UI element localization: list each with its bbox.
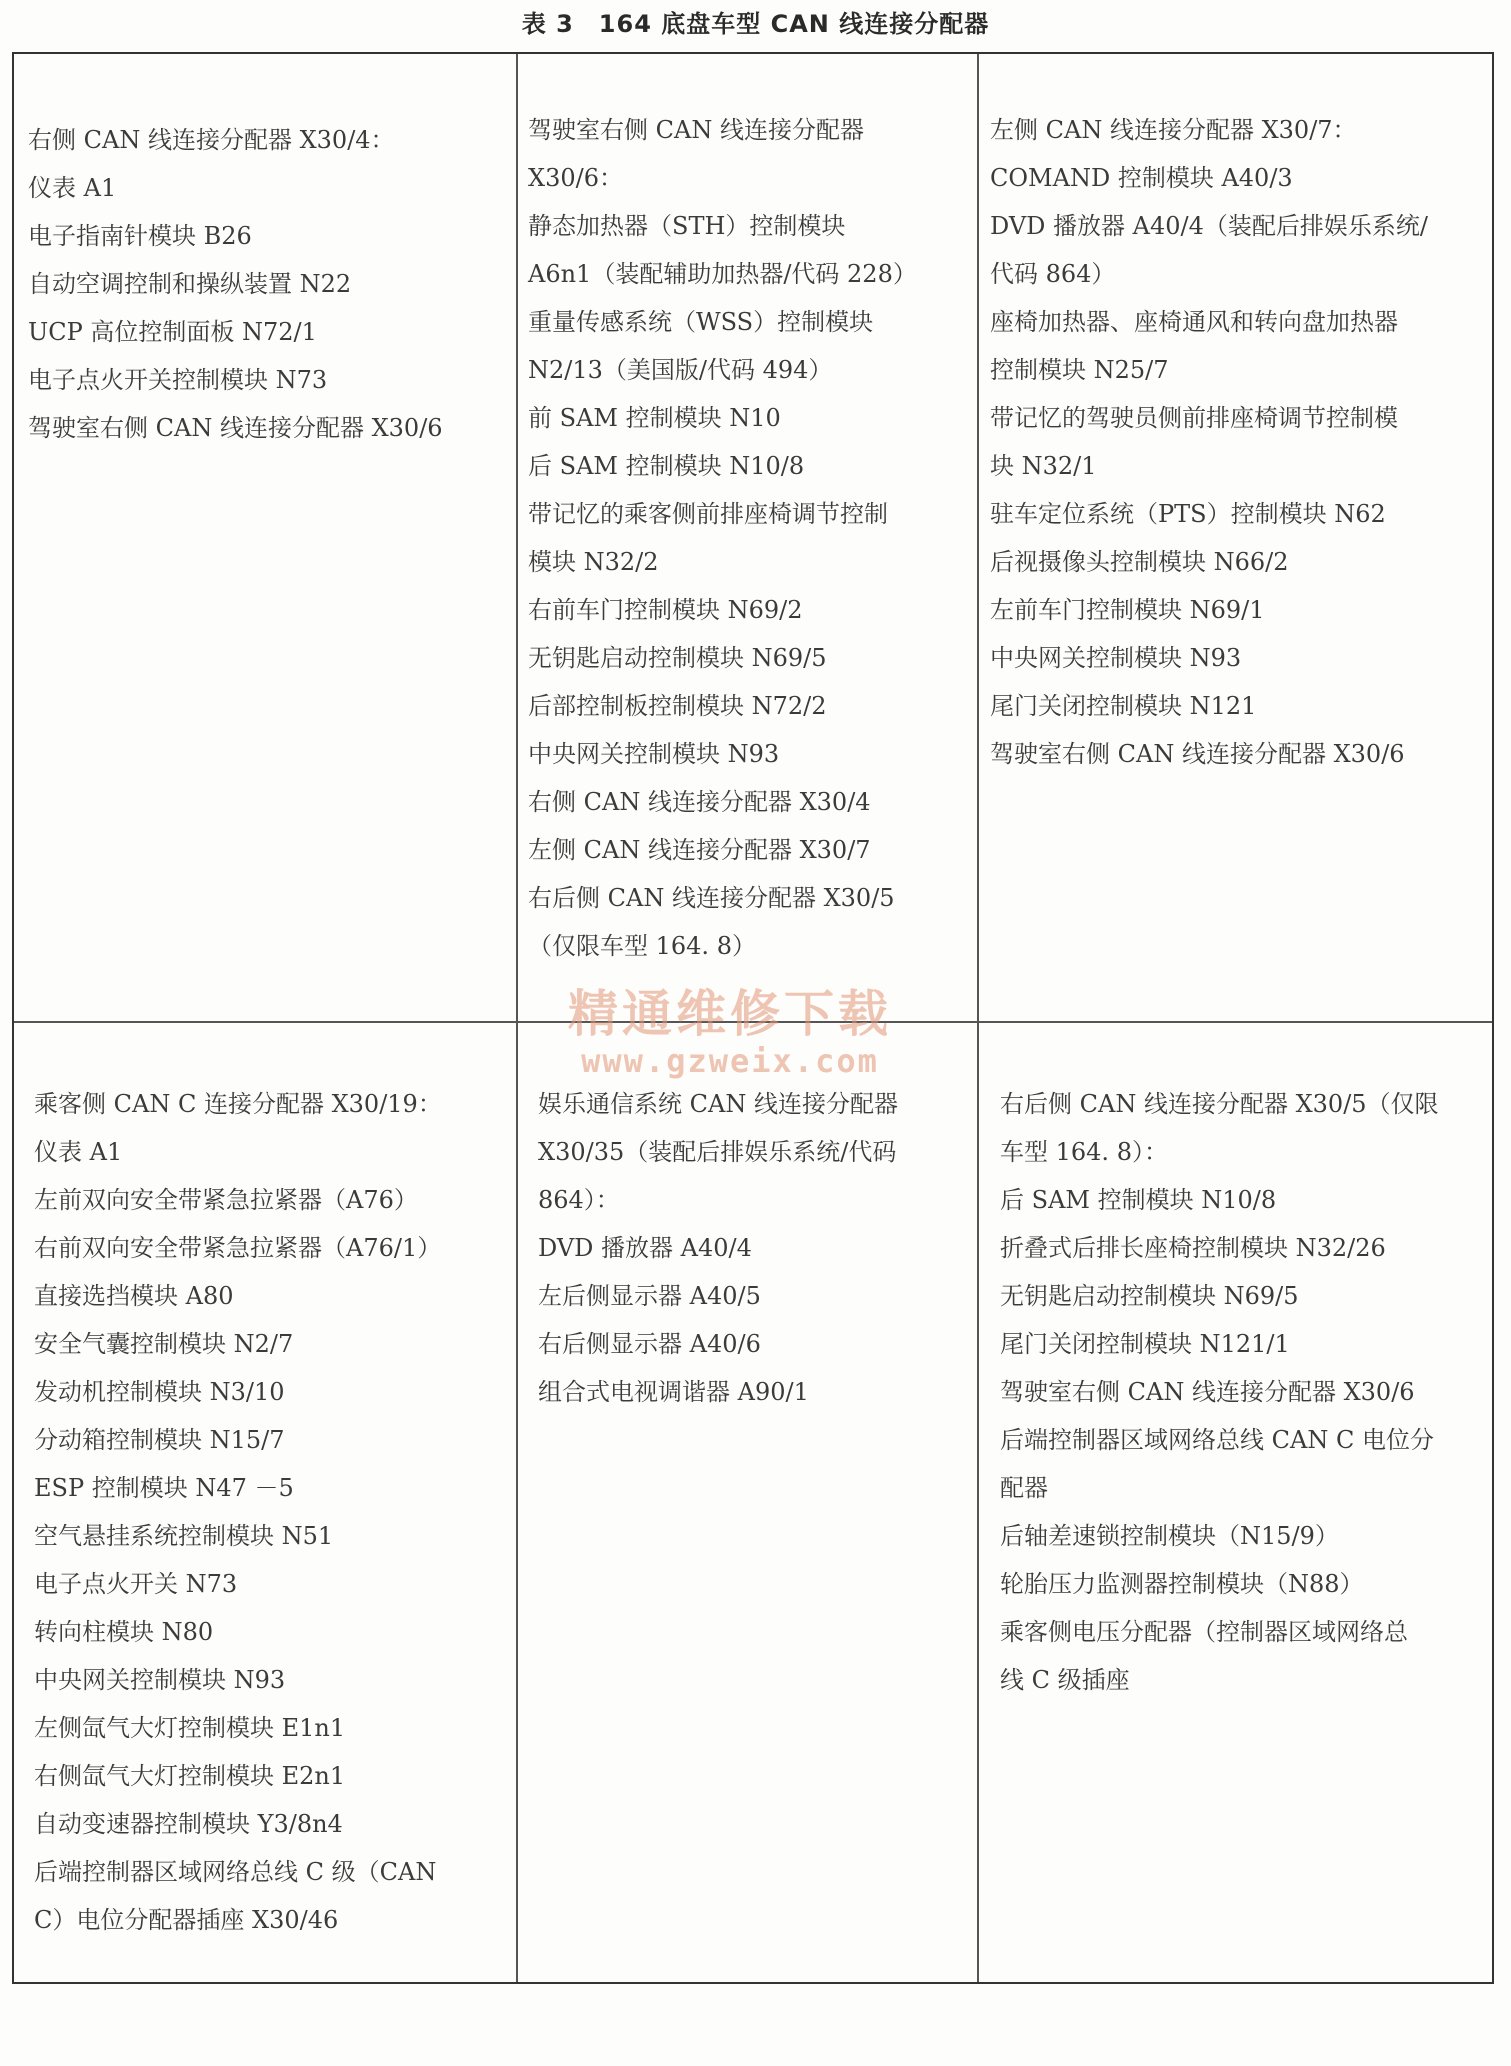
cell-line: 中央网关控制模块 N93 bbox=[34, 1666, 286, 1694]
cell-line: 自动变速器控制模块 Y3/8n4 bbox=[34, 1810, 343, 1838]
cell-line: 转向柱模块 N80 bbox=[34, 1618, 214, 1646]
cell-top-right bbox=[990, 106, 1486, 778]
row-divider bbox=[14, 1021, 1492, 1023]
cell-line: 空气悬挂系统控制模块 N51 bbox=[34, 1522, 334, 1550]
cell-bottom-right bbox=[1000, 1080, 1488, 1704]
cell-bottom-middle bbox=[538, 1080, 968, 1416]
cell-line: 驻车定位系统（PTS）控制模块 N62 bbox=[990, 500, 1386, 528]
cell-line: 后端控制器区域网络总线 C 级（CAN bbox=[34, 1858, 437, 1886]
cell-line: DVD 播放器 A40/4 bbox=[538, 1234, 752, 1262]
cell-line: 娱乐通信系统 CAN 线连接分配器 bbox=[538, 1090, 898, 1118]
cell-line: 驾驶室右侧 CAN 线连接分配器 bbox=[528, 116, 864, 144]
cell-line: 乘客侧电压分配器（控制器区域网络总 bbox=[1000, 1618, 1408, 1646]
cell-line: 轮胎压力监测器控制模块（N88） bbox=[1000, 1570, 1364, 1598]
cell-line: 右前车门控制模块 N69/2 bbox=[528, 596, 803, 624]
cell-line: 电子点火开关 N73 bbox=[34, 1570, 238, 1598]
cell-line: 乘客侧 CAN C 连接分配器 X30/19： bbox=[34, 1090, 442, 1118]
cell-line: 后轴差速锁控制模块（N15/9） bbox=[1000, 1522, 1339, 1550]
cell-line: 左前双向安全带紧急拉紧器（A76） bbox=[34, 1186, 418, 1214]
cell-line: X30/35（装配后排娱乐系统/代码 bbox=[538, 1138, 897, 1166]
cell-top-middle bbox=[528, 106, 968, 970]
cell-line: A6n1（装配辅助加热器/代码 228） bbox=[528, 260, 917, 288]
cell-line: ESP 控制模块 N47 －5 bbox=[34, 1474, 294, 1502]
cell-line: 后部控制板控制模块 N72/2 bbox=[528, 692, 827, 720]
cell-line: 仪表 A1 bbox=[34, 1138, 123, 1166]
cell-line: （仅限车型 164. 8） bbox=[528, 932, 756, 960]
cell-line: COMAND 控制模块 A40/3 bbox=[990, 164, 1293, 192]
cell-line: 左前车门控制模块 N69/1 bbox=[990, 596, 1265, 624]
cell-line: 左侧氙气大灯控制模块 E1n1 bbox=[34, 1714, 346, 1742]
cell-line: 仪表 A1 bbox=[28, 174, 117, 202]
cell-line: 直接选挡模块 A80 bbox=[34, 1282, 234, 1310]
cell-line: 右后侧 CAN 线连接分配器 X30/5 bbox=[528, 884, 895, 912]
cell-line: N2/13（美国版/代码 494） bbox=[528, 356, 833, 384]
cell-line: 右侧氙气大灯控制模块 E2n1 bbox=[34, 1762, 346, 1790]
cell-bottom-left bbox=[34, 1080, 510, 1944]
cell-line: 右侧 CAN 线连接分配器 X30/4 bbox=[528, 788, 871, 816]
cell-line: 控制模块 N25/7 bbox=[990, 356, 1169, 384]
cell-line: DVD 播放器 A40/4（装配后排娱乐系统/ bbox=[990, 212, 1428, 240]
cell-line: 带记忆的乘客侧前排座椅调节控制 bbox=[528, 500, 888, 528]
cell-line: 左后侧显示器 A40/5 bbox=[538, 1282, 761, 1310]
column-divider-2 bbox=[977, 54, 979, 1982]
cell-line: 折叠式后排长座椅控制模块 N32/26 bbox=[1000, 1234, 1386, 1262]
cell-line: 驾驶室右侧 CAN 线连接分配器 X30/6 bbox=[28, 414, 443, 442]
cell-line: C）电位分配器插座 X30/46 bbox=[34, 1906, 339, 1934]
cell-line: 重量传感系统（WSS）控制模块 bbox=[528, 308, 874, 336]
cell-line: 后视摄像头控制模块 N66/2 bbox=[990, 548, 1289, 576]
cell-line: 静态加热器（STH）控制模块 bbox=[528, 212, 846, 240]
cell-line: 尾门关闭控制模块 N121 bbox=[990, 692, 1257, 720]
watermark-text: 精通维修下载 bbox=[568, 985, 892, 1043]
cell-line: 安全气囊控制模块 N2/7 bbox=[34, 1330, 294, 1358]
cell-line: 无钥匙启动控制模块 N69/5 bbox=[528, 644, 827, 672]
cell-line: 右后侧显示器 A40/6 bbox=[538, 1330, 761, 1358]
cell-line: X30/6： bbox=[528, 164, 623, 192]
cell-top-left bbox=[28, 116, 508, 452]
cell-line: 后 SAM 控制模块 N10/8 bbox=[528, 452, 805, 480]
cell-line: 车型 164. 8）： bbox=[1000, 1138, 1168, 1166]
cell-line: 配器 bbox=[1000, 1474, 1048, 1502]
cell-line: 右侧 CAN 线连接分配器 X30/4： bbox=[28, 126, 395, 154]
cell-line: 模块 N32/2 bbox=[528, 548, 659, 576]
cell-line: 右前双向安全带紧急拉紧器（A76/1） bbox=[34, 1234, 442, 1262]
cell-line: 左侧 CAN 线连接分配器 X30/7： bbox=[990, 116, 1357, 144]
cell-line: 中央网关控制模块 N93 bbox=[990, 644, 1242, 672]
can-distributor-table bbox=[12, 52, 1494, 1984]
cell-line: 代码 864） bbox=[990, 260, 1116, 288]
cell-line: 无钥匙启动控制模块 N69/5 bbox=[1000, 1282, 1299, 1310]
cell-line: 电子指南针模块 B26 bbox=[28, 222, 252, 250]
cell-line: 电子点火开关控制模块 N73 bbox=[28, 366, 328, 394]
cell-line: 带记忆的驾驶员侧前排座椅调节控制模 bbox=[990, 404, 1398, 432]
cell-line: 驾驶室右侧 CAN 线连接分配器 X30/6 bbox=[1000, 1378, 1415, 1406]
cell-line: 分动箱控制模块 N15/7 bbox=[34, 1426, 285, 1454]
column-divider-1 bbox=[516, 54, 518, 1982]
watermark-url: www.gzweix.com bbox=[581, 1042, 879, 1080]
cell-line: 线 C 级插座 bbox=[1000, 1666, 1130, 1694]
cell-line: 驾驶室右侧 CAN 线连接分配器 X30/6 bbox=[990, 740, 1405, 768]
cell-line: 864）： bbox=[538, 1186, 620, 1214]
cell-line: 座椅加热器、座椅通风和转向盘加热器 bbox=[990, 308, 1398, 336]
cell-line: 组合式电视调谐器 A90/1 bbox=[538, 1378, 809, 1406]
cell-line: 前 SAM 控制模块 N10 bbox=[528, 404, 781, 432]
cell-line: 块 N32/1 bbox=[990, 452, 1097, 480]
cell-line: 右后侧 CAN 线连接分配器 X30/5（仅限 bbox=[1000, 1090, 1439, 1118]
table-caption: 表 3 164 底盘车型 CAN 线连接分配器 bbox=[521, 10, 990, 38]
cell-line: 中央网关控制模块 N93 bbox=[528, 740, 780, 768]
cell-line: 发动机控制模块 N3/10 bbox=[34, 1378, 285, 1406]
cell-line: UCP 高位控制面板 N72/1 bbox=[28, 318, 317, 346]
cell-line: 左侧 CAN 线连接分配器 X30/7 bbox=[528, 836, 871, 864]
cell-line: 尾门关闭控制模块 N121/1 bbox=[1000, 1330, 1290, 1358]
cell-line: 后 SAM 控制模块 N10/8 bbox=[1000, 1186, 1277, 1214]
cell-line: 自动空调控制和操纵装置 N22 bbox=[28, 270, 352, 298]
cell-line: 后端控制器区域网络总线 CAN C 电位分 bbox=[1000, 1426, 1434, 1454]
